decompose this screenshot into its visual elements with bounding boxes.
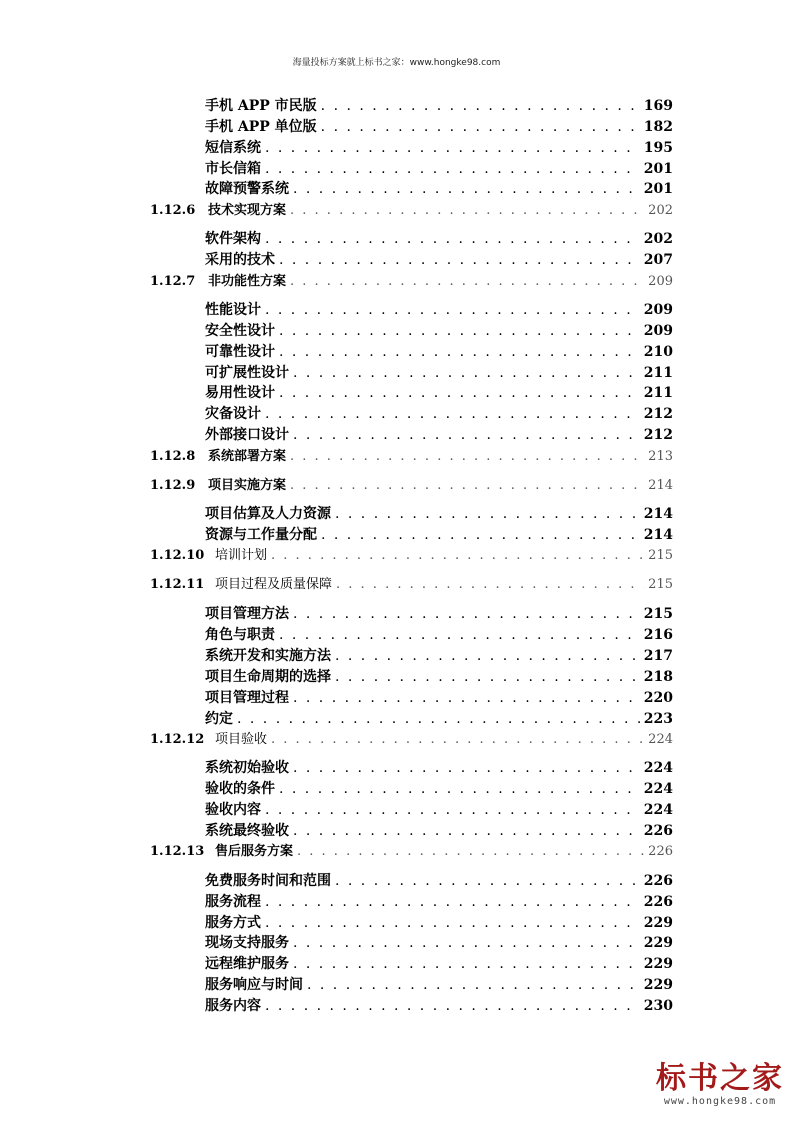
toc-title: 服务方式 [205, 915, 261, 931]
toc-entry[interactable] [205, 800, 673, 820]
toc-title: 系统开发和实施方法 [205, 648, 331, 664]
toc-title: 故障预警系统 [205, 181, 289, 197]
toc-page-number: 195 [643, 140, 673, 156]
toc-title: 验收的条件 [205, 781, 275, 797]
toc-page-number: 209 [643, 323, 673, 339]
toc-title: 项目管理方法 [205, 606, 289, 622]
toc-entry[interactable] [205, 604, 673, 624]
toc-page-number: 211 [643, 365, 673, 381]
toc-title: 技术实现方案 [208, 203, 287, 218]
toc-leader-dots [271, 730, 644, 750]
toc-title: 现场支持服务 [205, 935, 289, 951]
toc-title: 验收内容 [205, 802, 261, 818]
toc-title: 项目估算及人力资源 [205, 506, 331, 522]
toc-title: 服务内容 [205, 998, 261, 1014]
toc-title: 服务响应与时间 [205, 977, 303, 993]
toc-page-number: 182 [643, 119, 673, 135]
toc-leader-dots [293, 821, 640, 841]
toc-leader-dots [279, 342, 640, 362]
toc-leader-dots [335, 871, 640, 891]
toc-title: 灾备设计 [205, 406, 261, 422]
toc-leader-dots [265, 800, 640, 820]
toc-leader-dots [290, 201, 644, 221]
toc-section-number: 1.12.9 [150, 478, 196, 493]
toc-page-number: 207 [643, 252, 673, 268]
toc-page-number: 229 [643, 977, 673, 993]
toc-leader-dots [293, 954, 640, 974]
toc-leader-dots [335, 667, 640, 687]
brand-logo-url: www.hongke98.com [663, 1096, 777, 1107]
toc-entry[interactable] [205, 504, 673, 524]
toc-entry[interactable] [205, 821, 673, 841]
toc-page-number: 213 [648, 449, 673, 464]
toc-section-entry[interactable] [150, 730, 673, 750]
toc-page-number: 209 [648, 274, 673, 289]
toc-leader-dots [279, 250, 640, 270]
toc-entry[interactable] [205, 892, 673, 912]
brand-logo [655, 1062, 785, 1107]
toc-leader-dots [336, 575, 644, 595]
toc-title: 系统最终验收 [205, 823, 289, 839]
toc-title: 培训计划 [215, 548, 268, 563]
toc-entry[interactable] [205, 250, 673, 270]
toc-page-number: 224 [643, 781, 673, 797]
toc-page-number: 224 [643, 760, 673, 776]
toc-title: 角色与职责 [205, 627, 275, 643]
toc-title: 软件架构 [205, 231, 261, 247]
toc-leader-dots [237, 709, 640, 729]
toc-title: 约定 [205, 711, 233, 727]
toc-leader-dots [279, 321, 640, 341]
toc-title: 项目验收 [215, 732, 268, 747]
toc-page-number: 202 [643, 231, 673, 247]
toc-page-number: 230 [643, 998, 673, 1014]
toc-page-number: 169 [643, 98, 673, 114]
toc-entry[interactable] [205, 363, 673, 383]
toc-leader-dots [293, 758, 640, 778]
toc-page-number: 215 [648, 577, 673, 592]
toc-leader-dots [321, 117, 640, 137]
toc-entry[interactable] [205, 758, 673, 778]
toc-page-number: 211 [643, 385, 673, 401]
toc-title: 安全性设计 [205, 323, 275, 339]
toc-page-number: 220 [643, 690, 673, 706]
toc-page-number: 229 [643, 956, 673, 972]
toc-entry[interactable] [205, 688, 673, 708]
toc-leader-dots [307, 975, 640, 995]
toc-entry[interactable] [205, 229, 673, 249]
toc-leader-dots [293, 933, 640, 953]
toc-section-entry[interactable] [150, 272, 673, 292]
toc-entry[interactable] [205, 954, 673, 974]
toc-title: 性能设计 [205, 302, 261, 318]
toc-leader-dots [290, 272, 644, 292]
toc-title: 手机 APP 市民版 [205, 98, 317, 114]
toc-page-number: 218 [643, 669, 673, 685]
toc-page-number: 212 [643, 427, 673, 443]
toc-leader-dots [335, 646, 640, 666]
toc-section-number: 1.12.13 [150, 844, 205, 859]
toc-leader-dots [279, 383, 640, 403]
toc-page-number: 212 [643, 406, 673, 422]
toc-page-number: 223 [643, 711, 673, 727]
toc-leader-dots [293, 604, 640, 624]
toc-section-entry[interactable] [150, 447, 673, 467]
toc-leader-dots [321, 525, 640, 545]
toc-entry[interactable] [205, 779, 673, 799]
toc-page-number: 209 [643, 302, 673, 318]
toc-page-number: 201 [643, 181, 673, 197]
toc-title: 短信系统 [205, 140, 261, 156]
toc-title: 服务流程 [205, 894, 261, 910]
toc-leader-dots [293, 425, 640, 445]
toc-section-entry[interactable] [150, 201, 673, 221]
toc-title: 项目实施方案 [208, 478, 287, 493]
toc-leader-dots [265, 300, 640, 320]
toc-leader-dots [265, 892, 640, 912]
toc-section-number: 1.12.10 [150, 548, 205, 563]
toc-entry[interactable] [205, 625, 673, 645]
toc-page-number: 201 [643, 161, 673, 177]
toc-section-entry[interactable] [150, 476, 673, 496]
toc-entry[interactable] [205, 138, 673, 158]
toc-entry[interactable] [205, 933, 673, 953]
toc-page-number: 214 [643, 527, 673, 543]
toc-page-number: 214 [648, 478, 673, 493]
toc-page-number: 217 [643, 648, 673, 664]
toc-title: 免费服务时间和范围 [205, 873, 331, 889]
toc-leader-dots [293, 363, 640, 383]
toc-title: 项目过程及质量保障 [215, 577, 333, 592]
toc-page-number: 202 [648, 203, 673, 218]
toc-leader-dots [279, 625, 640, 645]
brand-logo-mark: 标书之家 [656, 1061, 784, 1096]
toc-page-number: 216 [643, 627, 673, 643]
toc-entry[interactable] [205, 300, 673, 320]
toc-page-number: 215 [643, 606, 673, 622]
toc-entry[interactable] [205, 871, 673, 891]
toc-title: 远程维护服务 [205, 956, 289, 972]
toc-leader-dots [293, 179, 640, 199]
toc-title: 易用性设计 [205, 385, 275, 401]
toc-leader-dots [265, 996, 640, 1016]
toc-leader-dots [265, 138, 640, 158]
toc-page-number: 215 [648, 548, 673, 563]
toc-title: 可扩展性设计 [205, 365, 289, 381]
toc-page-number: 229 [643, 915, 673, 931]
toc-section-number: 1.12.12 [150, 732, 205, 747]
toc-title: 项目管理过程 [205, 690, 289, 706]
toc-page-number: 224 [648, 732, 673, 747]
toc-entry[interactable] [205, 975, 673, 995]
toc-entry[interactable] [205, 179, 673, 199]
toc-leader-dots [265, 159, 640, 179]
toc-leader-dots [297, 842, 644, 862]
toc-leader-dots [265, 913, 640, 933]
toc-entry[interactable] [205, 96, 673, 116]
toc-title: 可靠性设计 [205, 344, 275, 360]
toc-leader-dots [265, 229, 640, 249]
toc-entry[interactable] [205, 383, 673, 403]
toc-page-number: 229 [643, 935, 673, 951]
toc-entry[interactable] [205, 425, 673, 445]
toc-section-entry[interactable] [150, 575, 673, 595]
toc-title: 外部接口设计 [205, 427, 289, 443]
toc-section-entry[interactable] [150, 842, 673, 862]
toc-entry[interactable] [205, 342, 673, 362]
toc-section-number: 1.12.6 [150, 203, 196, 218]
toc-page-number: 226 [643, 873, 673, 889]
toc-entry[interactable] [205, 525, 673, 545]
toc-entry[interactable] [205, 117, 673, 137]
toc-title: 采用的技术 [205, 252, 275, 268]
toc-title: 市长信箱 [205, 161, 261, 177]
toc-section-number: 1.12.8 [150, 449, 196, 464]
toc-section-number: 1.12.11 [150, 577, 205, 592]
toc-entry[interactable] [205, 913, 673, 933]
toc-page-number: 214 [643, 506, 673, 522]
toc-leader-dots [279, 779, 640, 799]
toc-entry[interactable] [205, 996, 673, 1016]
toc-title: 项目生命周期的选择 [205, 669, 331, 685]
toc-title: 系统部署方案 [208, 449, 287, 464]
toc-leader-dots [321, 96, 640, 116]
toc-entry[interactable] [205, 646, 673, 666]
toc-leader-dots [271, 546, 644, 566]
page-header: 海量投标方案就上标书之家：www.hongke98.com [292, 58, 501, 68]
toc-title: 手机 APP 单位版 [205, 119, 317, 135]
toc-leader-dots [290, 476, 644, 496]
toc-entry[interactable] [205, 404, 673, 424]
toc-page-number: 226 [643, 823, 673, 839]
toc-leader-dots [290, 447, 644, 467]
toc-leader-dots [265, 404, 640, 424]
toc-title: 售后服务方案 [215, 844, 294, 859]
toc-page-number: 226 [648, 844, 673, 859]
toc-leader-dots [293, 688, 640, 708]
toc-title: 资源与工作量分配 [205, 527, 317, 543]
toc-entry[interactable] [205, 709, 673, 729]
toc-page-number: 210 [643, 344, 673, 360]
toc-entry[interactable] [205, 667, 673, 687]
toc-entry[interactable] [205, 159, 673, 179]
toc-entry[interactable] [205, 321, 673, 341]
toc-page-number: 226 [643, 894, 673, 910]
toc-title: 系统初始验收 [205, 760, 289, 776]
toc-leader-dots [335, 504, 640, 524]
toc-section-number: 1.12.7 [150, 274, 196, 289]
toc-section-entry[interactable] [150, 546, 673, 566]
toc-title: 非功能性方案 [208, 274, 287, 289]
toc-page-number: 224 [643, 802, 673, 818]
